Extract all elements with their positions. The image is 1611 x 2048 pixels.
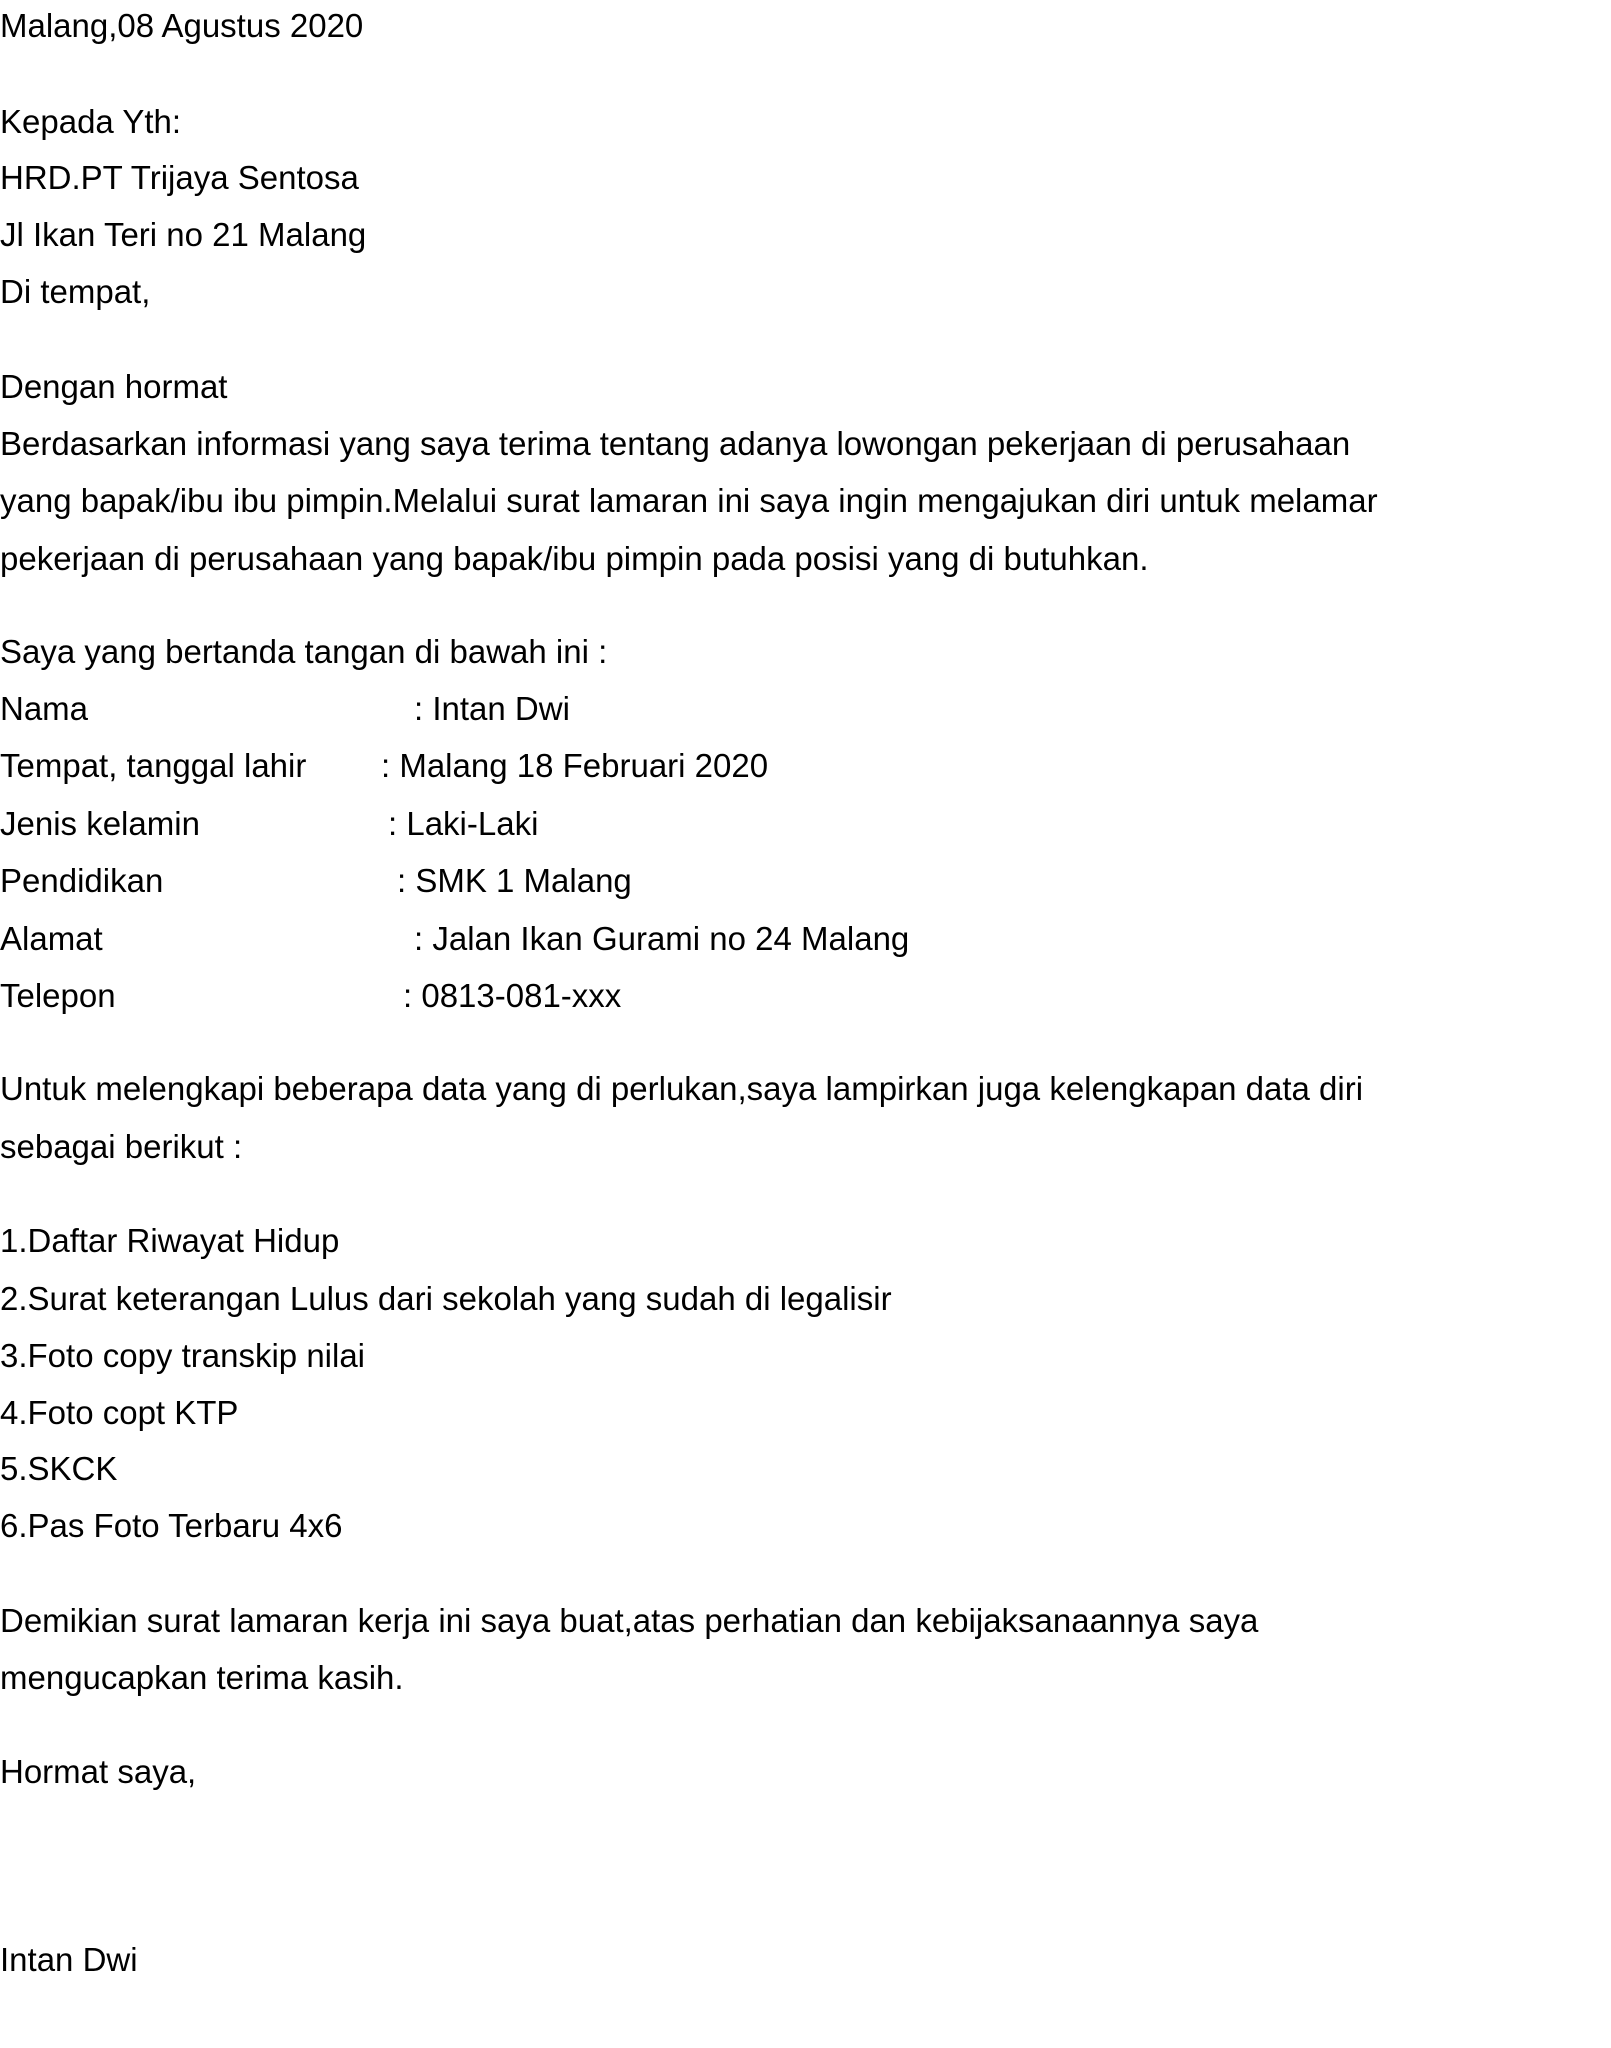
intro-line: yang bapak/ibu ibu pimpin.Melalui surat lamaran ini saya ingin mengajukan diri untuk melamar: [0, 482, 1378, 519]
recipient-salutation: Kepada Yth:: [0, 103, 182, 140]
identity-label: Tempat, tanggal lahir: [0, 747, 307, 784]
closing-line: mengucapkan terima kasih.: [0, 1659, 404, 1696]
attachment-item: 6.Pas Foto Terbaru 4x6: [0, 1507, 343, 1544]
identity-value: : Laki-Laki: [388, 805, 539, 842]
identity-value: : Intan Dwi: [414, 690, 570, 727]
greeting: Dengan hormat: [0, 368, 228, 405]
identity-value: : Malang 18 Februari 2020: [381, 747, 769, 784]
attachment-item: 4.Foto copt KTP: [0, 1394, 239, 1431]
identity-label: Alamat: [0, 920, 103, 957]
recipient-address: Jl Ikan Teri no 21 Malang: [0, 216, 367, 253]
attachments-intro-line: Untuk melengkapi beberapa data yang di perlukan,saya lampirkan juga kelengkapan data diri: [0, 1070, 1364, 1107]
closing-line: Demikian surat lamaran kerja ini saya buat,atas perhatian dan kebijaksanaannya saya: [0, 1602, 1259, 1639]
identity-label: Jenis kelamin: [0, 805, 200, 842]
attachment-item: 3.Foto copy transkip nilai: [0, 1337, 366, 1374]
attachments-intro-line: sebagai berikut :: [0, 1128, 243, 1165]
identity-value: : Jalan Ikan Gurami no 24 Malang: [414, 920, 910, 957]
date-line: Malang,08 Agustus 2020: [0, 7, 364, 44]
identity-intro: Saya yang bertanda tangan di bawah ini :: [0, 633, 608, 670]
attachment-item: 2.Surat keterangan Lulus dari sekolah yang sudah di legalisir: [0, 1280, 892, 1317]
identity-value: : 0813-081-xxx: [403, 977, 622, 1014]
identity-label: Nama: [0, 690, 89, 727]
signature-name: Intan Dwi: [0, 1941, 138, 1978]
sign-off: Hormat saya,: [0, 1753, 197, 1790]
identity-value: : SMK 1 Malang: [397, 862, 632, 899]
identity-label: Pendidikan: [0, 862, 164, 899]
attachment-item: 5.SKCK: [0, 1450, 118, 1487]
identity-label: Telepon: [0, 977, 116, 1014]
intro-line: Berdasarkan informasi yang saya terima tentang adanya lowongan pekerjaan di perusahaan: [0, 425, 1351, 462]
recipient-company: HRD.PT Trijaya Sentosa: [0, 159, 359, 196]
intro-line: pekerjaan di perusahaan yang bapak/ibu pimpin pada posisi yang di butuhkan.: [0, 540, 1149, 577]
recipient-place: Di tempat,: [0, 273, 151, 310]
attachment-item: 1.Daftar Riwayat Hidup: [0, 1222, 340, 1259]
